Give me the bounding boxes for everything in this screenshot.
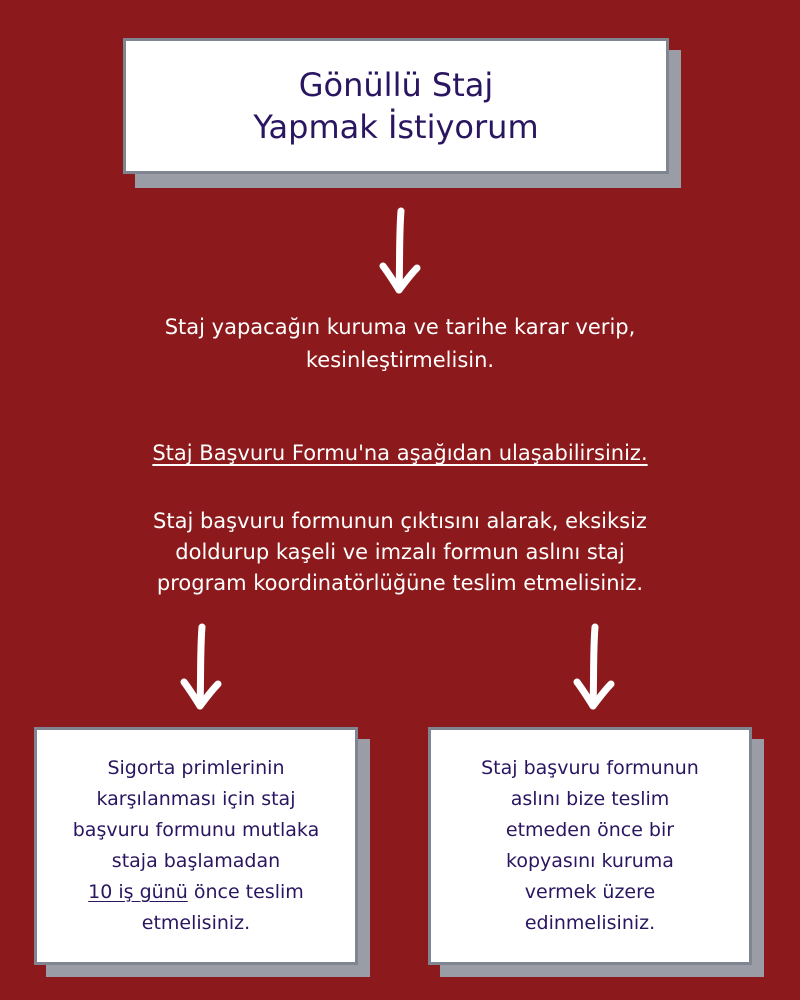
step-2-line-1: Staj başvuru formunun çıktısını alarak, eksiksiz: [153, 509, 647, 533]
copy-info-box: [428, 727, 752, 965]
title-card: [123, 38, 669, 174]
down-arrow-right-icon: [569, 622, 619, 714]
left-box-line-4: staja başlamadan: [111, 850, 281, 872]
down-arrow-left-icon: [176, 622, 226, 714]
left-box-line-5: [73, 877, 319, 908]
left-box-line-2: karşılanması için staj: [96, 788, 296, 810]
step-2-line-3: program koordinatörlüğüne teslim etmelisiniz.: [156, 571, 644, 595]
insurance-info-text: [63, 753, 329, 939]
step-1-line-2: kesinleştirmelisin.: [305, 348, 495, 372]
right-box-line-2: aslını bize teslim: [510, 788, 670, 810]
left-box-line-5-rest: önce teslim: [187, 881, 304, 903]
deadline-highlight: 10 iş günü: [88, 881, 188, 903]
right-box-line-1: Staj başvuru formunun: [481, 757, 699, 779]
left-box-line-6: etmelisiniz.: [141, 912, 251, 934]
copy-info-text: [471, 753, 709, 939]
right-box-line-5: vermek üzere: [524, 881, 656, 903]
step-2-text: [0, 506, 800, 599]
right-box-line-6: edinmelisiniz.: [524, 912, 656, 934]
title-line-1: Gönüllü Staj: [298, 66, 494, 104]
left-box-line-1: Sigorta primlerinin: [107, 757, 285, 779]
page-title: [253, 64, 538, 148]
right-box-line-3: etmeden önce bir: [505, 819, 675, 841]
right-box-line-4: kopyasını kuruma: [506, 850, 674, 872]
form-link-row: [0, 436, 800, 470]
down-arrow-icon: [375, 206, 425, 298]
step-2-line-2: doldurup kaşeli ve imzalı formun aslını staj: [175, 540, 625, 564]
application-form-link[interactable]: Staj Başvuru Formu'na aşağıdan ulaşabilirsiniz.: [152, 441, 648, 465]
step-1-line-1: Staj yapacağın kuruma ve tarihe karar verip,: [164, 315, 636, 339]
left-box-line-3: başvuru formunu mutlaka: [72, 819, 320, 841]
title-line-2: Yapmak İstiyorum: [253, 108, 539, 146]
step-1-text: [0, 311, 800, 377]
insurance-info-box: [34, 727, 358, 965]
